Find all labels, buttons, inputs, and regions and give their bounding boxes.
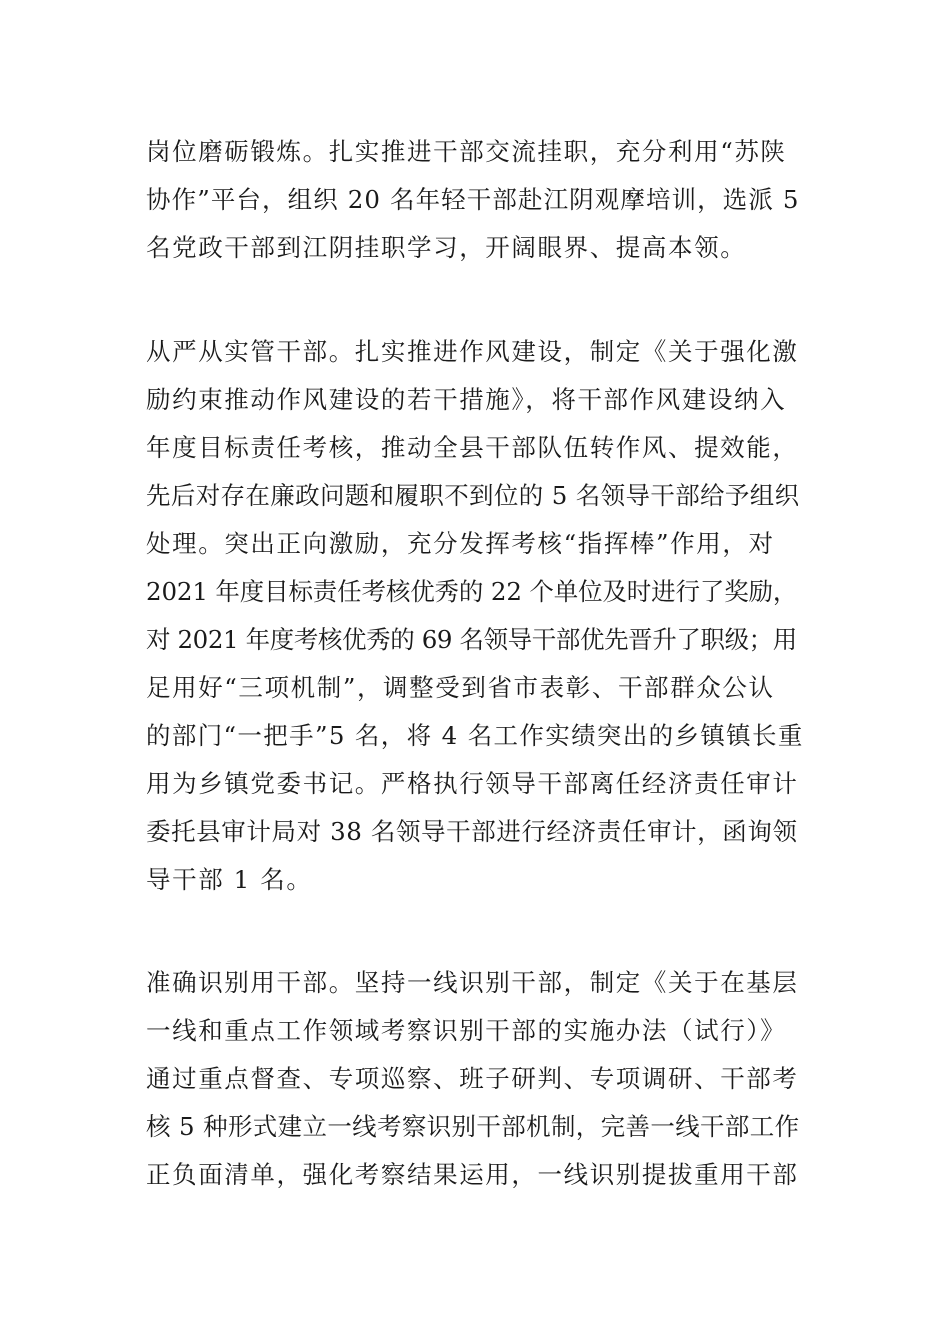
text-line: 通过重点督查、专项巡察、班子研判、专项调研、干部考 [146, 1064, 799, 1093]
text-line: 协作”平台，组织 20 名年轻干部赴江阴观摩培训，选派 5 [146, 185, 800, 214]
text-line: 处理。突出正向激励，充分发挥考核“指挥棒”作用，对 [146, 529, 775, 558]
text-line: 的部门“一把手”5 名，将 4 名工作实绩突出的乡镇镇长重 [146, 721, 804, 750]
text-line: 正负面清单，强化考察结果运用，一线识别提拔重用干部 [146, 1160, 799, 1189]
text-line: 名党政干部到江阴挂职学习，开阔眼界、提高本领。 [146, 233, 747, 262]
text-line: 年度目标责任考核，推动全县干部队伍转作风、提效能， [146, 433, 799, 462]
text-line: 先后对存在廉政问题和履职不到位的 5 名领导干部给予组织 [146, 481, 800, 510]
text-line: 励约束推动作风建设的若干措施》，将干部作风建设纳入 [146, 385, 787, 414]
text-line: 对 2021 年度考核优秀的 69 名领导干部优先晋升了职级；用 [146, 625, 797, 654]
text-line: 导干部 1 名。 [146, 865, 313, 894]
text-line: 一线和重点工作领域考察识别干部的实施办法（试行）》 [146, 1016, 787, 1045]
text-line: 足用好“三项机制”，调整受到省市表彰、干部群众公认 [146, 673, 775, 702]
text-line: 委托县审计局对 38 名领导干部进行经济责任审计，函询领 [146, 817, 798, 846]
text-line: 准确识别用干部。坚持一线识别干部，制定《关于在基层 [146, 968, 799, 997]
text-line: 从严从实管干部。扎实推进作风建设，制定《关于强化激 [146, 337, 799, 366]
text-line: 核 5 种形式建立一线考察识别干部机制，完善一线干部工作 [146, 1112, 800, 1141]
text-line: 用为乡镇党委书记。严格执行领导干部离任经济责任审计 [146, 769, 799, 798]
text-line: 岗位磨砺锻炼。扎实推进干部交流挂职，充分利用“苏陕 [146, 137, 787, 166]
text-line: 2021 年度目标责任考核优秀的 22 个单位及时进行了奖励， [146, 577, 798, 606]
